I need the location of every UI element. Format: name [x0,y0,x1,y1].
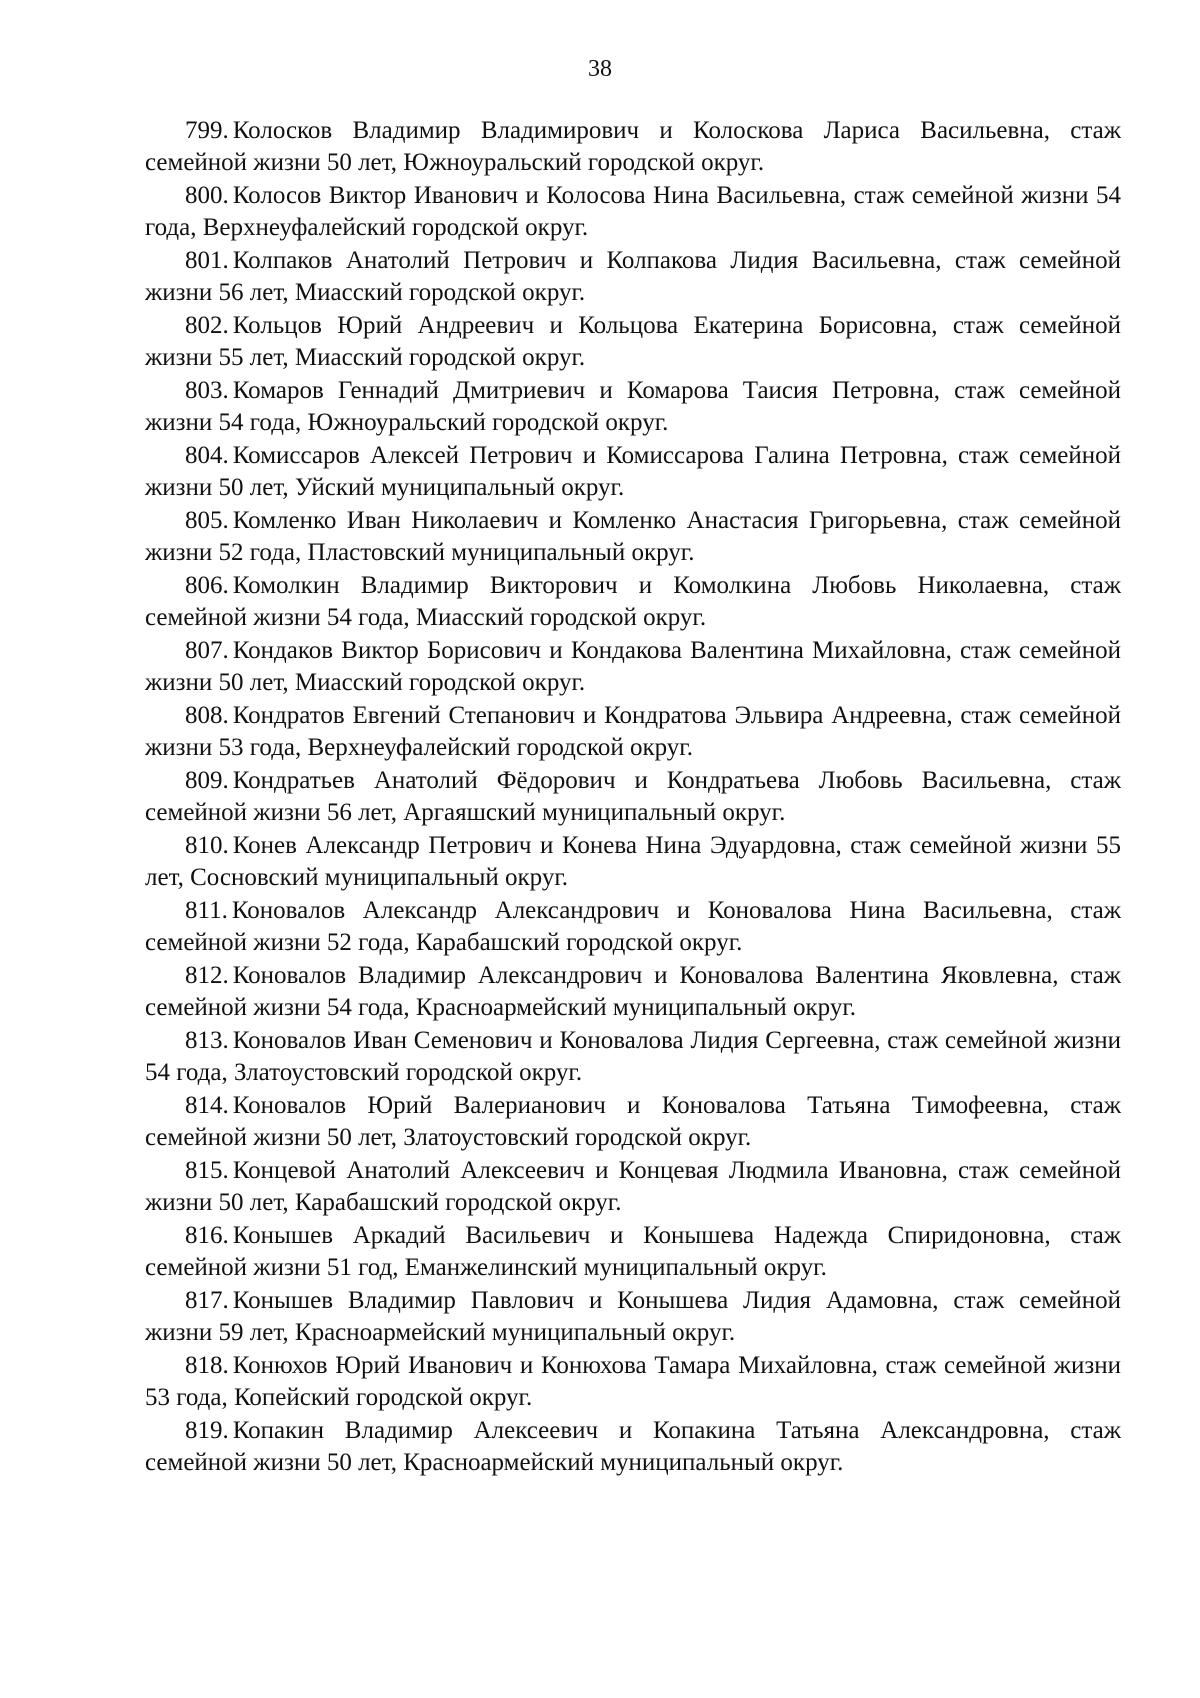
item-number: 806. [185,572,229,599]
list-item [145,1025,1121,1089]
item-number: 803. [185,377,229,404]
list-item [145,830,1121,894]
list-item [145,1090,1121,1154]
list-item [145,570,1121,634]
item-number: 819. [185,1417,229,1444]
item-text: Кондратьев Анатолий Фёдорович и Кондратьева Любовь Васильевна, стаж семейной жизни 56 лет, Аргаяшский муниципальный округ. [145,767,1121,826]
item-text: Кондратов Евгений Степанович и Кондратова Эльвира Андреевна, стаж семейной жизни 53 года, Верхнеуфалейский городской округ. [145,702,1121,761]
item-text: Коновалов Юрий Валерианович и Коновалова Татьяна Тимофеевна, стаж семейной жизни 50 лет, Златоустовский городской округ. [145,1092,1121,1151]
list-item [145,440,1121,504]
item-text: Коновалов Иван Семенович и Коновалова Лидия Сергеевна, стаж семейной жизни 54 года, Златоустовский городской округ. [145,1027,1121,1086]
item-text: Колосков Владимир Владимирович и Колоскова Лариса Васильевна, стаж семейной жизни 50 лет, Южноуральский городской округ. [145,117,1121,176]
item-text: Копакин Владимир Алексеевич и Копакина Татьяна Александровна, стаж семейной жизни 50 лет, Красноармейский муниципальный округ. [145,1417,1121,1476]
item-text: Коновалов Александр Александрович и Коновалова Нина Васильевна, стаж семейной жизни 52 года, Карабашский городской округ. [145,897,1121,956]
item-text: Концевой Анатолий Алексеевич и Концевая Людмила Ивановна, стаж семейной жизни 50 лет, Карабашский городской округ. [145,1157,1121,1216]
item-number: 802. [185,312,229,339]
item-number: 801. [185,247,229,274]
item-number: 811. [185,897,228,924]
list-item [145,375,1121,439]
list-item [145,1220,1121,1284]
item-number: 818. [185,1352,229,1379]
list-item [145,1155,1121,1219]
item-number: 800. [185,182,229,209]
item-text: Конышев Владимир Павлович и Конышева Лидия Адамовна, стаж семейной жизни 59 лет, Красноармейский муниципальный округ. [145,1287,1121,1346]
item-text: Кондаков Виктор Борисович и Кондакова Валентина Михайловна, стаж семейной жизни 50 лет, Миасский городской округ. [145,637,1121,696]
item-text: Колосов Виктор Иванович и Колосова Нина Васильевна, стаж семейной жизни 54 года, Верхнеуфалейский городской округ. [145,182,1121,241]
list-item [145,895,1121,959]
item-number: 816. [185,1222,229,1249]
list-item [145,960,1121,1024]
list-item [145,115,1121,179]
list-item [145,180,1121,244]
item-number: 817. [185,1287,229,1314]
item-text: Конев Александр Петрович и Конева Нина Эдуардовна, стаж семейной жизни 55 лет, Сосновский муниципальный округ. [145,832,1121,891]
item-number: 814. [185,1092,229,1119]
item-text: Конышев Аркадий Васильевич и Конышева Надежда Спиридоновна, стаж семейной жизни 51 год, Еманжелинский муниципальный округ. [145,1222,1121,1281]
item-number: 804. [185,442,229,469]
item-number: 799. [185,117,229,144]
item-text: Комленко Иван Николаевич и Комленко Анастасия Григорьевна, стаж семейной жизни 52 года, Пластовский муниципальный округ. [145,507,1121,566]
item-text: Коновалов Владимир Александрович и Коновалова Валентина Яковлевна, стаж семейной жизни 54 года, Красноармейский муниципальный округ. [145,962,1121,1021]
item-number: 805. [185,507,229,534]
item-number: 809. [185,767,229,794]
list-item [145,1350,1121,1414]
list-item [145,1285,1121,1349]
item-text: Комаров Геннадий Дмитриевич и Комарова Таисия Петровна, стаж семейной жизни 54 года, Южноуральский городской округ. [145,377,1121,436]
item-text: Комолкин Владимир Викторович и Комолкина Любовь Николаевна, стаж семейной жизни 54 года, Миасский городской округ. [145,572,1121,631]
item-number: 812. [185,962,229,989]
list-item [145,700,1121,764]
item-text: Конюхов Юрий Иванович и Конюхова Тамара Михайловна, стаж семейной жизни 53 года, Копейский городской округ. [145,1352,1121,1411]
list-item [145,1415,1121,1479]
item-number: 808. [185,702,229,729]
item-text: Кольцов Юрий Андреевич и Кольцова Екатерина Борисовна, стаж семейной жизни 55 лет, Миасский городской округ. [145,312,1121,371]
item-text: Колпаков Анатолий Петрович и Колпакова Лидия Васильевна, стаж семейной жизни 56 лет, Миасский городской округ. [145,247,1121,306]
item-text: Комиссаров Алексей Петрович и Комиссарова Галина Петровна, стаж семейной жизни 50 лет, Уйский муниципальный округ. [145,442,1121,501]
list-item [145,310,1121,374]
item-number: 813. [185,1027,229,1054]
item-number: 815. [185,1157,229,1184]
item-number: 810. [185,832,229,859]
item-number: 807. [185,637,229,664]
list-item [145,505,1121,569]
page-number: 38 [588,56,612,82]
list-item [145,245,1121,309]
list-item [145,635,1121,699]
list-item [145,765,1121,829]
award-list [145,115,1121,1480]
